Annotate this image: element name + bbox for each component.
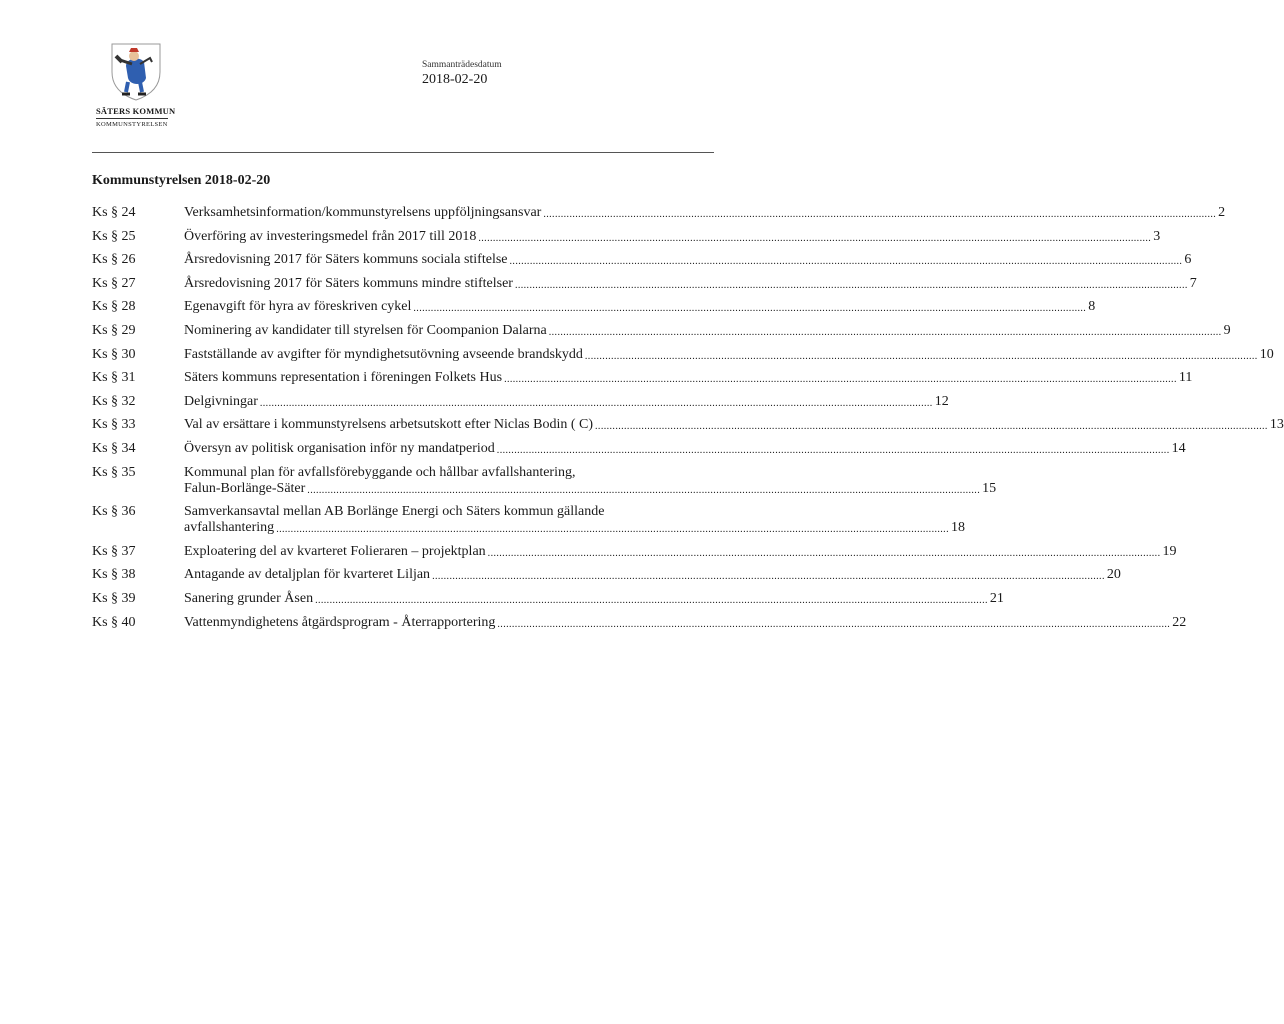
toc-entry-body <box>184 252 1191 268</box>
toc-entry-page: 3 <box>1153 228 1161 244</box>
toc-entry-title: Egenavgift för hyra av föreskriven cykel <box>184 299 412 315</box>
toc-entry-body <box>184 347 1274 363</box>
toc-entry-title: Delgivningar <box>184 393 258 409</box>
toc-entry-page: 7 <box>1189 275 1197 291</box>
toc-entry[interactable] <box>92 504 965 536</box>
dot-leader <box>549 327 1222 339</box>
toc-entry-page: 20 <box>1106 567 1121 583</box>
toc-entry-title: Säters kommuns representation i föreningen Folkets Hus <box>184 370 503 386</box>
toc-entry-title: Överföring av investeringsmedel från 2017 till 2018 <box>184 228 477 244</box>
toc-entry-page: 18 <box>951 520 965 536</box>
toc-entry-number: Ks § 35 <box>92 464 136 480</box>
toc-entry[interactable] <box>92 417 1284 433</box>
toc-entry-body <box>184 567 1121 583</box>
toc-entry-page: 6 <box>1184 252 1192 268</box>
table-of-contents <box>92 205 1284 638</box>
dot-leader <box>315 595 988 607</box>
toc-entry-title: Antagande av detaljplan för kvarteret Liljan <box>184 567 431 583</box>
toc-entry-number: Ks § 34 <box>92 440 136 456</box>
toc-entry-page: 19 <box>1162 543 1177 559</box>
toc-entry-page: 12 <box>934 393 949 409</box>
toc-entry[interactable] <box>92 543 1177 560</box>
toc-entry[interactable] <box>92 567 1121 583</box>
toc-entry-page: 10 <box>1259 346 1274 362</box>
dot-leader <box>260 398 933 410</box>
toc-entry-body <box>184 299 1095 315</box>
toc-entry-body <box>184 394 949 410</box>
toc-entry-number: Ks § 39 <box>92 590 136 606</box>
toc-entry-body <box>184 504 965 536</box>
toc-entry-number: Ks § 26 <box>92 252 136 268</box>
org-name: SÄTERS KOMMUN <box>96 106 176 116</box>
dot-leader <box>543 209 1216 221</box>
toc-entry[interactable] <box>92 228 1161 245</box>
toc-entry-body <box>184 323 1231 339</box>
toc-entry[interactable] <box>92 614 1187 631</box>
toc-entry-title: avfallshantering <box>184 520 275 536</box>
toc-entry-title: Nominering av kandidater till styrelsen för Coompanion Dalarna <box>184 322 547 338</box>
dot-leader <box>504 374 1177 386</box>
toc-entry-page: 9 <box>1223 322 1231 338</box>
dot-leader <box>276 524 949 536</box>
toc-entry-title: Årsredovisning 2017 för Säters kommuns sociala stiftelse <box>184 252 508 268</box>
toc-entry-page: 22 <box>1172 614 1187 630</box>
toc-entry-number: Ks § 28 <box>92 299 136 315</box>
toc-entry-title: Fastställande av avgifter för myndighetsutövning avseende brandskydd <box>184 346 583 362</box>
toc-entry-number: Ks § 36 <box>92 504 136 520</box>
toc-entry-number: Ks § 25 <box>92 228 136 244</box>
toc-entry-number: Ks § 27 <box>92 275 136 291</box>
date-label: Sammanträdesdatum <box>422 60 502 70</box>
toc-entry-title: Falun-Borlänge-Säter <box>184 480 306 496</box>
toc-entry[interactable] <box>92 464 997 497</box>
toc-entry[interactable] <box>92 275 1197 292</box>
toc-entry-body <box>184 370 1192 386</box>
meeting-date-block <box>422 60 502 88</box>
toc-entry-number: Ks § 32 <box>92 393 136 409</box>
toc-entry-title-line1: Kommunal plan för avfallsförebyggande och hållbar avfallshantering, <box>184 464 576 480</box>
date-value: 2018-02-20 <box>422 72 488 87</box>
toc-entry-number: Ks § 37 <box>92 543 136 559</box>
dot-leader <box>307 485 980 497</box>
dot-leader <box>432 571 1105 583</box>
toc-entry-body <box>184 441 1186 457</box>
toc-entry-number: Ks § 30 <box>92 346 136 362</box>
toc-entry-page: 15 <box>982 480 997 496</box>
dot-leader <box>488 548 1161 560</box>
coat-of-arms-icon <box>110 42 162 102</box>
toc-entry-page: 21 <box>989 590 1004 606</box>
toc-entry-number: Ks § 24 <box>92 205 136 220</box>
toc-entry[interactable] <box>92 590 1004 607</box>
toc-entry-number: Ks § 33 <box>92 417 136 433</box>
toc-entry-body <box>184 465 996 497</box>
dot-leader <box>595 421 1268 433</box>
toc-entry-number: Ks § 29 <box>92 322 136 338</box>
toc-entry-page: 11 <box>1178 370 1193 386</box>
toc-entry-title: Översyn av politisk organisation inför ny mandatperiod <box>184 440 495 456</box>
toc-entry-title: Verksamhetsinformation/kommunstyrelsens uppföljningsansvar <box>184 205 542 220</box>
toc-entry-page: 8 <box>1088 299 1096 315</box>
dot-leader <box>413 303 1086 315</box>
toc-entry[interactable] <box>92 299 1096 315</box>
toc-entry-body <box>184 229 1160 245</box>
toc-entry-title: Årsredovisning 2017 för Säters kommuns mindre stiftelser <box>184 275 513 291</box>
toc-entry-page: 2 <box>1218 205 1226 220</box>
toc-entry[interactable] <box>92 346 1274 363</box>
toc-entry[interactable] <box>92 252 1192 268</box>
toc-entry-title: Vattenmyndighetens åtgärdsprogram - Återrapportering <box>184 614 496 630</box>
toc-entry-page: 14 <box>1171 440 1186 456</box>
toc-entry-title-line1: Samverkansavtal mellan AB Borlänge Energi och Säters kommun gällande <box>184 504 605 520</box>
toc-entry[interactable] <box>92 440 1186 457</box>
municipality-logo <box>96 42 176 128</box>
toc-entry[interactable] <box>92 322 1231 339</box>
toc-entry[interactable] <box>92 205 1226 221</box>
toc-entry-title: Val av ersättare i kommunstyrelsens arbetsutskott efter Niclas Bodin ( C) <box>184 417 594 433</box>
header-divider <box>92 152 714 153</box>
toc-entry-body <box>184 615 1186 631</box>
toc-entry-body <box>184 276 1197 292</box>
dot-leader <box>515 280 1188 292</box>
dot-leader <box>497 445 1170 457</box>
dot-leader <box>585 351 1258 363</box>
toc-entry[interactable] <box>92 370 1193 386</box>
toc-entry-number: Ks § 40 <box>92 614 136 630</box>
toc-entry-title: Sanering grunder Åsen <box>184 590 314 606</box>
dot-leader <box>510 256 1183 268</box>
toc-entry-number: Ks § 38 <box>92 567 136 583</box>
toc-entry-page: 13 <box>1269 417 1284 433</box>
toc-entry-title: Exploatering del av kvarteret Folieraren – projektplan <box>184 543 486 559</box>
toc-entry[interactable] <box>92 393 949 410</box>
org-subtitle: KOMMUNSTYRELSEN <box>96 121 168 128</box>
toc-entry-body <box>184 591 1004 607</box>
toc-entry-number: Ks § 31 <box>92 370 136 386</box>
toc-entry-body <box>184 417 1284 433</box>
toc-entry-body <box>184 205 1225 221</box>
dot-leader <box>478 233 1151 245</box>
page-heading: Kommunstyrelsen 2018-02-20 <box>92 173 271 188</box>
dot-leader <box>497 619 1170 631</box>
toc-entry-body <box>184 544 1176 560</box>
org-divider <box>96 118 168 119</box>
